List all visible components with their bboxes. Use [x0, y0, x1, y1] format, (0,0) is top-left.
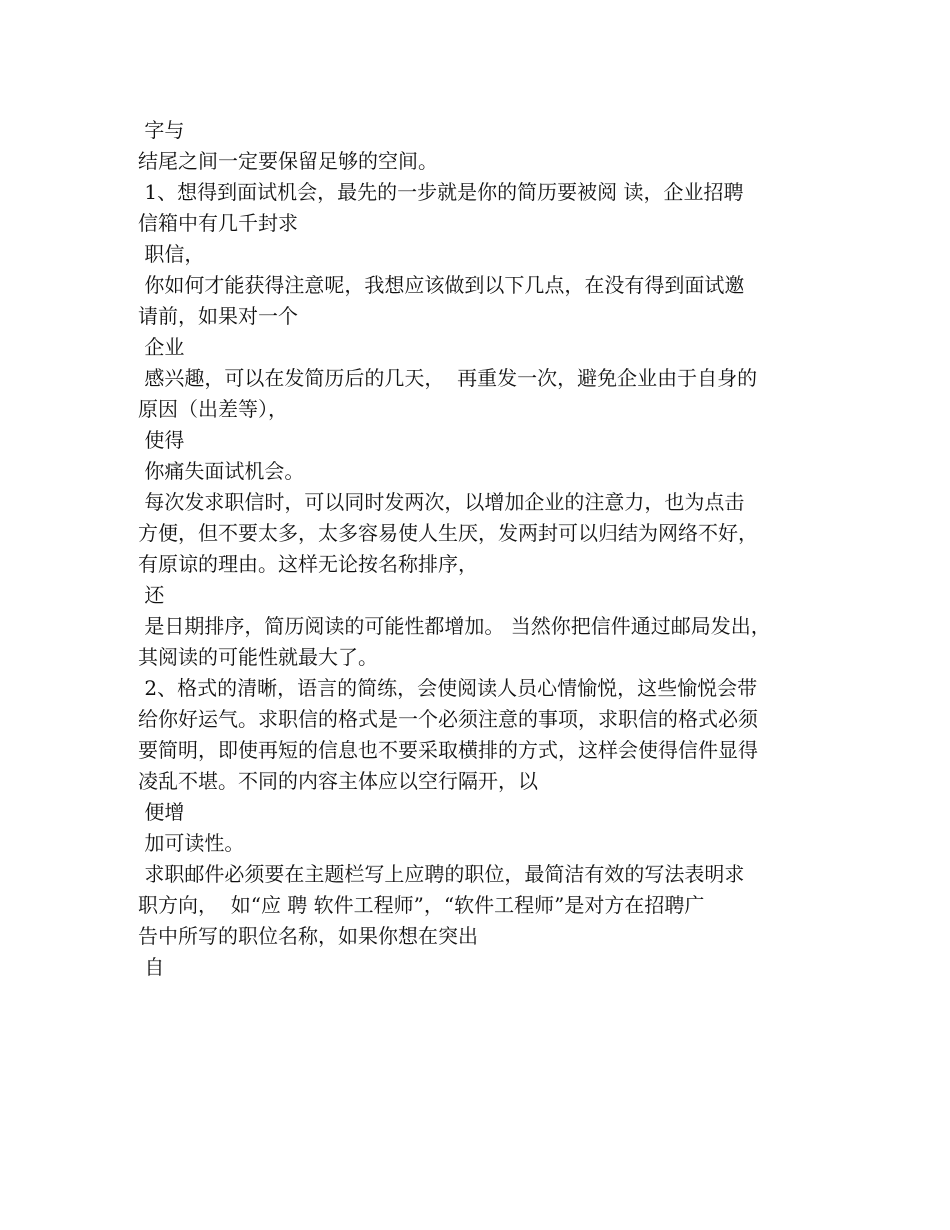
text-line: 感兴趣，可以在发简历后的几天， 再重发一次，避免企业由于自身的: [138, 366, 758, 390]
text-line: 2、格式的清晰，语言的简练，会使阅读人员心情愉悦，这些愉悦会带: [138, 676, 758, 700]
text-line: 每次发求职信时，可以同时发两次，以增加企业的注意力，也为点击: [138, 490, 745, 514]
text-line: 职方向， 如“应 聘 软件工程师”，“软件工程师”是对方在招聘广: [138, 893, 705, 917]
text-line: 使得: [138, 428, 185, 452]
text-line: 自: [138, 955, 165, 979]
document-body: [138, 115, 828, 983]
text-line: 还: [138, 583, 165, 607]
text-line: 是日期排序，简历阅读的可能性都增加。 当然你把信件通过邮局发出，: [138, 614, 771, 638]
text-line: 其阅读的可能性就最大了。: [138, 645, 378, 669]
text-line: 企业: [138, 335, 185, 359]
text-line: 有原谅的理由。这样无论按名称排序，: [138, 552, 478, 576]
text-line: 字与: [138, 118, 185, 142]
text-line: 你痛失面试机会。: [138, 459, 305, 483]
text-line: 便增: [138, 800, 185, 824]
text-line: 职信，: [138, 242, 205, 266]
text-line: 结尾之间一定要保留足够的空间。: [138, 149, 438, 173]
text-line: 给你好运气。求职信的格式是一个必须注意的事项，求职信的格式必须: [138, 707, 758, 731]
text-line: 原因（出差等），: [138, 397, 288, 421]
text-line: 告中所写的职位名称，如果你想在突出: [138, 924, 478, 948]
text-line: 请前，如果对一个: [138, 304, 298, 328]
text-line: 方便，但不要太多，太多容易使人生厌，发两封可以归结为网络不好，: [138, 521, 758, 545]
text-line: 信箱中有几千封求: [138, 211, 298, 235]
text-line: 凌乱不堪。不同的内容主体应以空行隔开，以: [138, 769, 538, 793]
text-line: 求职邮件必须要在主题栏写上应聘的职位，最简洁有效的写法表明求: [138, 862, 745, 886]
text-line: 要简明，即使再短的信息也不要采取横排的方式，这样会使得信件显得: [138, 738, 758, 762]
text-line: 你如何才能获得注意呢，我想应该做到以下几点，在没有得到面试邀: [138, 273, 745, 297]
text-line: 加可读性。: [138, 831, 245, 855]
text-line: 1、想得到面试机会，最先的一步就是你的简历要被阅 读，企业招聘: [138, 180, 744, 204]
